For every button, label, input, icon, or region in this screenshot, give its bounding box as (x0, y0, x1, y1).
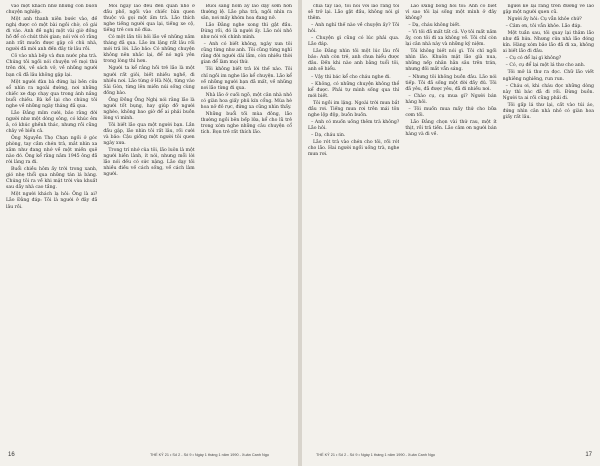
paragraph: Người ta kể rằng hồi trẻ lão là một người rất giỏi, biết nhiều nghề, đi nhiều nơi. Lão từng ở Hà Nội, từng vào Sài Gòn, từng lên miền núi sống cùng đồng bào. (103, 66, 195, 96)
paragraph: Tôi không biết nói gì. Tôi chỉ ngồi nhìn lão. Khuôn mặt lão già nua, những nếp nhăn hằn sâu trên trán, nhưng đôi mắt vẫn sáng. (405, 49, 497, 73)
running-footer-right: THẾ KỶ 21 • Số 2 - Số 9 • Ngày 1 tháng 1 năm 1990 - Xuân Canh Ngọ (316, 453, 435, 457)
paragraph: Mỗi ngày lão đều đến quán nhỏ ở đầu phố, ngồi vào chiếc bàn quen thuộc và gọi một ấm trà. Lão thích nghe tiếng người qua lại, tiếng xe cộ, tiếng trẻ con nô đùa. (103, 4, 195, 34)
paragraph: Nhà lão ở cuối ngõ, một căn nhà nhỏ có giàn hoa giấy phủ kín cổng. Mùa hè hoa nở đỏ rực, đứng xa cũng nhìn thấy. (200, 92, 292, 110)
paragraph: Buổi chiều hôm ấy trời trong xanh, gió nhẹ thổi qua những tán lá bàng. Chúng tôi ra về khi mặt trời vừa khuất sau dãy nhà cao tầng. (6, 167, 98, 191)
right-column-2 (405, 4, 496, 440)
paragraph: – Chuyện gì cũng có lúc phải qua. Lão đáp. (308, 36, 400, 48)
paragraph: Một anh thanh niên bước vào, đề nghị được có một bài ngồi chờ, cô gái đi vào. Anh đề nghị một vài giờ đồng hồ để có chút thời gian; nói với cô rằng anh rất muốn được gặp cô chủ nhà, người đã mời anh đến đây từ lâu rồi. (6, 17, 98, 53)
paragraph: – Vậy thì bác kể cho cháu nghe đi. (311, 74, 391, 80)
paragraph: Một tuần sau, tôi quay lại thăm lão như đã hứa. Nhưng cửa nhà lão đóng kín. Hàng xóm bảo lão đã đi xa, không ai biết lão đi đâu. (502, 31, 594, 55)
paragraph: – Chào cụ, cụ mua gì? Người bán hàng hỏi. (405, 93, 497, 105)
left-column-3 (201, 4, 292, 440)
left-page (0, 0, 298, 466)
paragraph: – Nhưng tôi không buồn đâu. Lão nói tiếp. Tôi đã sống một đời đầy đủ. Tôi đã yêu, đã được yêu, đã đi nhiều nơi. (405, 74, 497, 92)
paragraph: Buổi sáng hôm ấy lão dậy sớm hơn thường lệ. Lão pha trà, ngồi nhìn ra sân, nơi mấy khóm hoa đang nở. (200, 4, 292, 22)
paragraph: – Anh nghĩ thế nào về chuyện ấy? Tôi hỏi. (308, 23, 400, 35)
page-number-left: 16 (8, 452, 15, 458)
paragraph: Một người khách lạ hỏi: Ông là ai? Lão Đằng đáp: Tôi là người ở đây đã lâu rồi. (6, 192, 98, 210)
right-page (302, 0, 600, 466)
paragraph: – Cụ có để lại gì không? (505, 56, 562, 62)
paragraph: Trong trí nhớ của tôi, lão luôn là một người hiền lành, ít nói, nhưng mỗi lời lão nói đều có sức nặng. Lão dạy tôi nhiều điều về cách sống, về cách làm người. (103, 148, 195, 178)
right-page-columns (308, 4, 594, 440)
paragraph: – Tôi muốn mua mấy thứ cho bữa cơm tối. (405, 106, 497, 118)
paragraph: Lão Đằng nghe xong thì gật đầu. Đúng rồi, đó là người ấy. Lão nói nhỏ như nói với chính mình. (200, 23, 292, 41)
paragraph: – Không, có những chuyện không thể kể được. Phải tự mình sống qua thì mới biết. (308, 81, 400, 99)
paragraph: – Dạ, cháu không biết. (408, 23, 461, 29)
left-column-2 (103, 4, 194, 440)
paragraph: vào một khách như những con buồn chuyện nghiệp. (6, 4, 98, 16)
paragraph: – Có, cụ để lại một lá thư cho anh. (505, 63, 586, 69)
left-column-1 (6, 4, 97, 440)
paragraph: – Cảm ơn, tôi vẫn khỏe. Lão đáp. (505, 24, 582, 30)
paragraph: Lão rót trà vào chén cho tôi, rồi rót cho lão. Hai người ngồi uống trà, nghe mưa rơi. (308, 139, 400, 158)
paragraph: Có một lần tôi hỏi lão về những năm tháng đã qua. Lão im lặng rất lâu rồi mới trả lời. Lão bảo: Có những chuyện không nên nhắc lại, để nó ngủ yên trong lòng thì hơn. (103, 35, 195, 65)
paragraph: – Cháu ơi, khi cháu đọc những dòng này thì bác đã đi rồi. Đừng buồn. Người ta ai rồi cũng phải đi. (502, 83, 594, 101)
paragraph: Tôi không biết trả lời thế nào. Tôi chỉ ngồi im nghe lão kể chuyện. Lão kể về những người bạn đã mất, về những nơi lão từng đi qua. (200, 67, 292, 91)
paragraph: Ông Nguyễn Thọ Chạn ngồi ở góc phòng, tay cầm chén trà, mắt nhìn xa xăm như đang nhớ về một miền quê nào đó. Ông kể rằng năm 1945 ông đã rời làng ra đi. (6, 135, 98, 166)
paragraph: Ông Đồng Ông Nghị nói rằng lão là người tốt bụng, hay giúp đỡ người nghèo, không bao giờ để ai phải buồn lòng vì mình. (103, 97, 195, 121)
paragraph: chia tay lão, tôi nói với lão rằng tôi sẽ trở lại. Lão gật đầu, không nói gì thêm. (308, 4, 400, 22)
paragraph: Lão Đằng mỉm cười, bảo rằng đời người như một dòng sông, có khúc êm ả, có khúc ghềnh thác, nhưng rồi cũng chảy về biển cả. (6, 110, 98, 134)
paragraph: Lão Đằng bỗng hỏi tôi: Anh có biết vì sao tôi lại sống một mình ở đây không? (405, 4, 497, 22)
paragraph: Tôi gấp lá thư lại, cất vào túi áo, đứng nhìn căn nhà nhỏ có giàn hoa giấy rất lâu. (502, 102, 594, 120)
paragraph: Tôi ngồi im lặng. Ngoài trời mưa bắt đầu rơi. Tiếng mưa rơi trên mái tôn nghe lộp độp, buồn buồn. (308, 100, 400, 118)
paragraph: Tôi mở lá thư ra đọc. Chữ lão viết nghiêng nghiêng, run run. (502, 70, 594, 82)
paragraph: Cô vào nhà bếp và đun nước pha trà. Chúng tôi ngồi nói chuyện về mọi thứ trên đời, về sách vở, về những người bạn cũ đã lâu không gặp lại. (6, 54, 98, 78)
right-column-3 (503, 4, 594, 440)
left-page-columns (6, 4, 292, 440)
paragraph: Những buổi tối mùa đông, lão thường ngồi bên bếp lửa, kể cho lũ trẻ trong xóm nghe những câu chuyện cổ tích. Bọn trẻ rất thích lão. (200, 111, 292, 135)
paragraph: Lão Đằng nhìn tôi một lúc lâu rồi bảo: Anh còn trẻ, anh chưa hiểu được đâu. Đến khi nào anh bằng tuổi tôi, anh sẽ hiểu. (308, 49, 400, 73)
running-footer-left: THẾ KỶ 21 • Số 2 - Số 9 • Ngày 1 tháng 1 năm 1990 - Xuân Canh Ngọ (150, 453, 269, 457)
paragraph: – Dạ, cháu xin. (311, 132, 346, 138)
right-column-1 (308, 4, 399, 440)
paragraph: Tôi biết lão qua một người bạn. Lần đầu gặp, lão nhìn tôi rất lâu, rồi cười và bảo: Cậu giống một người tôi quen ngày xưa. (103, 122, 195, 147)
paragraph: Người ấy hỏi: Cụ vẫn khỏe chứ? (507, 17, 582, 23)
paragraph: người kể lại rằng trên đường về lão gặp một người quen cũ. (502, 4, 594, 16)
paragraph: – Anh có muốn uống thêm trà không? Lão hỏi. (308, 119, 400, 131)
paragraph: – Vì tôi đã mất tất cả. Vợ tôi mất năm ấy, con tôi đi xa không về. Tôi chỉ còn lại căn nhà này và những kỷ niệm. (405, 30, 497, 48)
paragraph: Lão Đằng chọn vài thứ rau, một ít thịt, rồi trả tiền. Lão cảm ơn người bán hàng và đi về. (405, 119, 497, 137)
paragraph: Một người đàn bà đứng lại bên cửa sổ nhìn ra ngoài đường, nơi những chiếc xe đạp chạy qua trong ánh nắng buổi chiều. Bà kể lại cho chúng tôi nghe về những ngày tháng đã qua. (6, 79, 98, 109)
paragraph: – Anh có biết không, ngày xưa tôi cũng từng như anh. Tôi cũng từng nghĩ rằng đời người dài lắm, còn nhiều thời gian để làm mọi thứ. (200, 42, 292, 66)
page-number-right: 17 (585, 452, 592, 458)
